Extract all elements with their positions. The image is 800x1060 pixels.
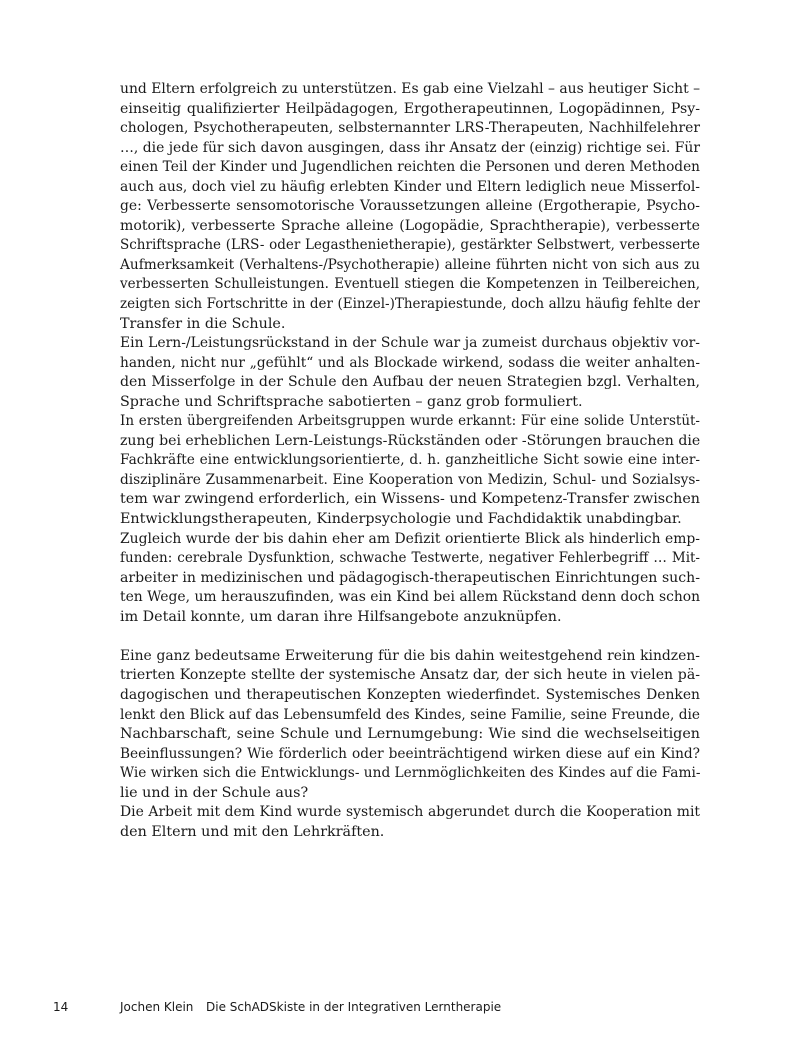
paragraph (120, 334, 700, 412)
text-line: Aufmerksamkeit (Verhaltens-/Psychotherapie) alleine führten nicht von sich aus zu (120, 256, 700, 273)
text-line: Transfer in die Schule. (120, 315, 286, 332)
paragraph-gap (120, 627, 700, 647)
text-line: und Eltern erfolgreich zu unterstützen. Es gab eine Vielzahl – aus heutiger Sicht – (120, 81, 701, 97)
paragraph (120, 647, 700, 803)
text-line: Fachkräfte eine entwicklungsorientierte, d. h. ganzheitliche Sicht sowie eine inter- (120, 452, 700, 469)
text-line: einseitig qualifizierter Heilpädagogen, Ergotherapeutinnen, Logopädinnen, Psy- (120, 100, 700, 117)
text-line: lenkt den Blick auf das Lebensumfeld des Kindes, seine Familie, seine Freunde, die (120, 706, 700, 723)
text-line: trierten Konzepte stellte der systemische Ansatz dar, der sich heute in vielen pä- (120, 667, 700, 684)
text-line: Nachbarschaft, seine Schule und Lernumgebung: Wie sind die wechselseitigen (120, 726, 700, 743)
text-line: einen Teil der Kinder und Jugendlichen reichten die Personen und deren Methoden (120, 159, 700, 176)
page-number: 14 (53, 1000, 69, 1014)
text-line: den Misserfolge in der Schule den Aufbau der neuen Strategien bzgl. Verhalten, (120, 374, 700, 391)
paragraph (120, 80, 700, 334)
page-footer (0, 998, 800, 1016)
text-line: Schriftsprache (LRS- oder Legasthenietherapie), gestärkter Selbstwert, verbesserte (120, 237, 700, 254)
text-line: tem war zwingend erforderlich, ein Wissens- und Kompetenz-Transfer zwischen (120, 491, 700, 508)
text-line: lie und in der Schule aus? (120, 784, 309, 801)
text-line: im Detail konnte, um daran ihre Hilfsangebote anzuknüpfen. (120, 608, 562, 625)
text-line: chologen, Psychotherapeuten, selbsternannter LRS-Therapeuten, Nachhilfelehrer (120, 120, 700, 137)
text-line: handen, nicht nur „gefühlt“ und als Blockade wirkend, sodass die weiter anhalten- (120, 354, 700, 371)
text-line: Wie wirken sich die Entwicklungs- und Lernmöglichkeiten des Kindes auf die Fami- (120, 765, 701, 782)
text-line: disziplinäre Zusammenarbeit. Eine Kooperation von Medizin, Schul- und Sozialsys- (120, 471, 700, 488)
text-line: motorik), verbesserte Sprache alleine (Logopädie, Sprachtherapie), verbesserte (120, 217, 700, 234)
body-text (120, 80, 700, 842)
text-line: Die Arbeit mit dem Kind wurde systemisch abgerundet durch die Kooperation mit (120, 804, 700, 821)
text-line: zung bei erheblichen Lern-Leistungs-Rückständen oder -Störungen brauchen die (120, 432, 701, 449)
text-line: auch aus, doch viel zu häufig erlebten Kinder und Eltern lediglich neue Misserfol- (120, 178, 700, 195)
text-line: ge: Verbesserte sensomotorische Voraussetzungen alleine (Ergotherapie, Psycho- (120, 198, 700, 215)
text-line: Sprache und Schriftsprache sabotierten – ganz grob formuliert. (120, 393, 583, 410)
paragraph (120, 412, 700, 529)
text-line: verbesserten Schulleistungen. Eventuell stiegen die Kompetenzen in Teilbereichen, (120, 276, 700, 293)
text-line: zeigten sich Fortschritte in der (Einzel-)Therapiestunde, doch allzu häufig fehlte der (120, 296, 700, 313)
text-line: In ersten übergreifenden Arbeitsgruppen wurde erkannt: Für eine solide Unterstüt- (120, 413, 700, 430)
paragraph (120, 530, 700, 628)
text-line: Entwicklungstherapeuten, Kinderpsychologie und Fachdidaktik unabdingbar. (120, 511, 682, 528)
text-line: Eine ganz bedeutsame Erweiterung für die bis dahin weitestgehend rein kindzen- (120, 647, 700, 664)
text-line: arbeiter in medizinischen und pädagogisch-therapeutischen Einrichtungen such- (120, 569, 700, 586)
paragraph (120, 803, 700, 842)
footer-author: Jochen Klein (120, 1000, 194, 1014)
text-line: den Eltern und mit den Lehrkräften. (120, 823, 385, 840)
text-line: ten Wege, um herauszufinden, was ein Kind bei allem Rückstand denn doch schon (120, 589, 701, 606)
text-line: Beeinflussungen? Wie förderlich oder beeinträchtigend wirken diese auf ein Kind? (120, 745, 700, 762)
text-line: Zugleich wurde der bis dahin eher am Defizit orientierte Blick als hinderlich emp- (120, 530, 700, 547)
text-line: dagogischen und therapeutischen Konzepten wiederfindet. Systemisches Denken (120, 686, 700, 703)
footer-book-title: Die SchADSkiste in der Integrativen Lerntherapie (206, 1000, 502, 1014)
text-line: Ein Lern-/Leistungsrückstand in der Schule war ja zumeist durchaus objektiv vor- (120, 335, 700, 352)
text-line: funden: cerebrale Dysfunktion, schwache Testwerte, negativer Fehlerbegriff … Mit- (120, 550, 700, 567)
text-line: …, die jede für sich davon ausgingen, dass ihr Ansatz der (einzig) richtige sei. Für (120, 139, 700, 156)
